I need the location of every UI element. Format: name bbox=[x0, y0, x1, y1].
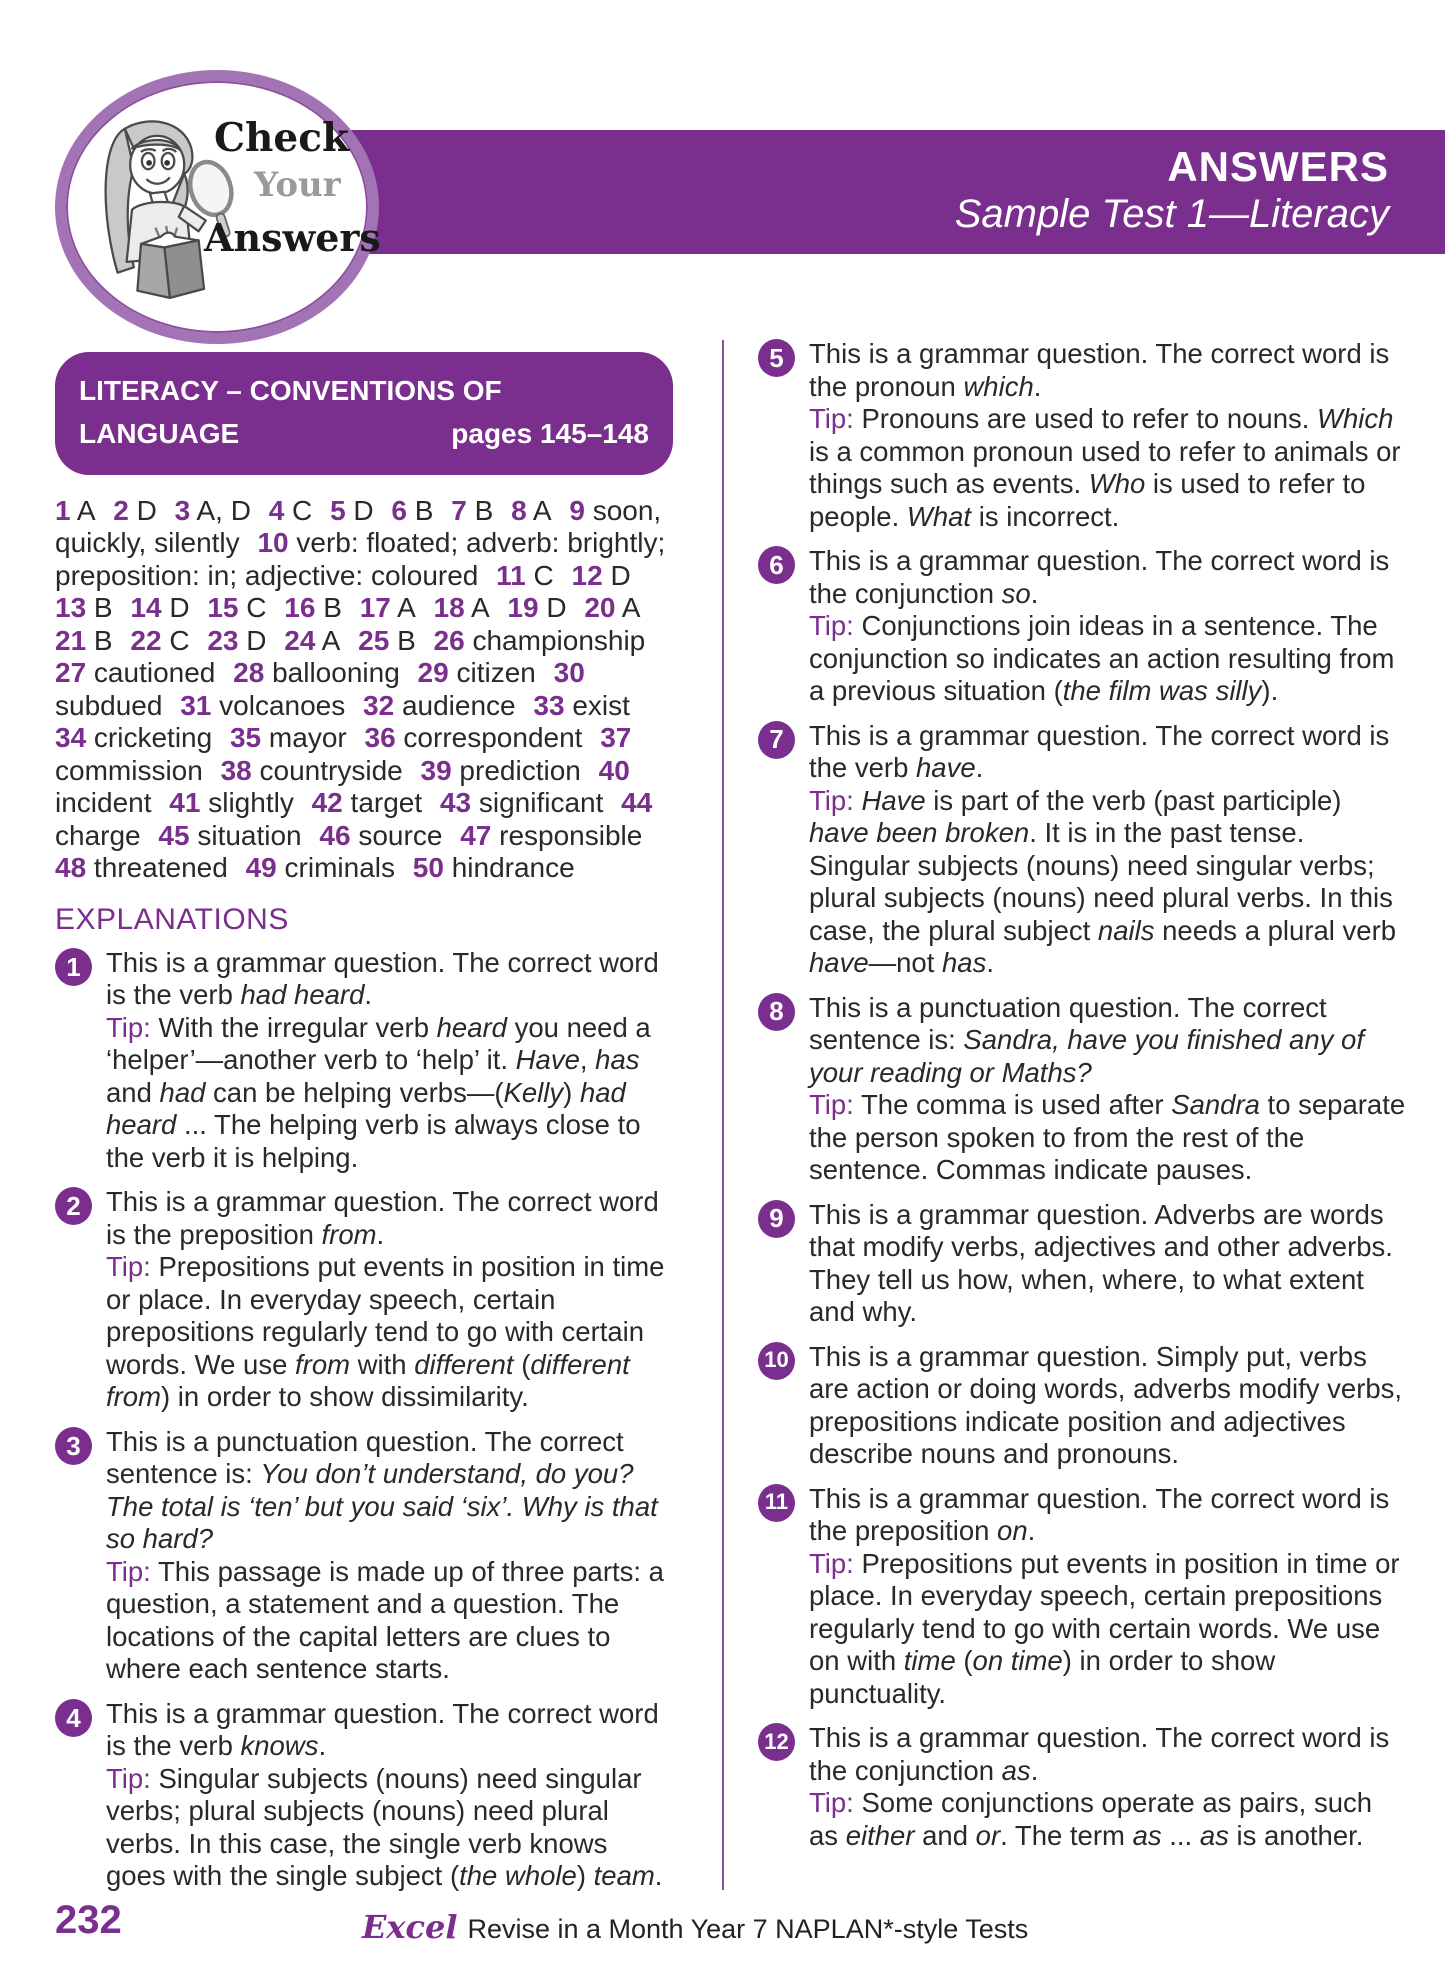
text-run: on time bbox=[972, 1645, 1063, 1676]
answer-number: 48 bbox=[55, 852, 87, 884]
answer-entry: 26 championship bbox=[433, 624, 646, 656]
item-number-badge: 2 bbox=[55, 1187, 92, 1225]
brand-tagline: Revise in a Month Year 7 NAPLAN*-style Tests bbox=[467, 1914, 1029, 1944]
text-run: . bbox=[364, 979, 373, 1011]
logo-word-answers: Answers bbox=[204, 215, 381, 260]
text-run: is a common pronoun used to refer to animals or things such as events. bbox=[809, 435, 1401, 499]
text-run: . bbox=[975, 752, 984, 783]
answer-entry: 28 ballooning bbox=[233, 657, 400, 689]
answer-entry: 46 source bbox=[319, 819, 443, 851]
answer-number: 50 bbox=[412, 852, 444, 884]
answer-number: 9 bbox=[569, 494, 585, 526]
text-run: to separate the person spoken to from the rest of the sentence. Commas indicate pauses. bbox=[809, 1089, 1406, 1185]
answer-entry: 29 citizen bbox=[417, 657, 536, 689]
answer-number: 33 bbox=[533, 689, 565, 721]
answer-entry: 23 D bbox=[207, 624, 267, 656]
text-run: This is a grammar question. The correct word is the preposition bbox=[809, 1482, 1390, 1546]
text-run: from bbox=[321, 1218, 377, 1250]
text-run: needs a plural verb bbox=[1154, 914, 1397, 946]
explanation-item bbox=[758, 720, 1408, 980]
item-number-badge: 11 bbox=[758, 1484, 795, 1522]
section-title-line1: LITERACY – CONVENTIONS OF bbox=[79, 375, 502, 406]
text-run: have bbox=[916, 752, 976, 783]
answer-number: 20 bbox=[584, 592, 616, 624]
text-run: . bbox=[1030, 577, 1039, 609]
logo-word-check: Check bbox=[214, 115, 349, 161]
answer-entry: 11 C bbox=[496, 559, 554, 591]
answer-number: 43 bbox=[439, 787, 472, 819]
answer-number: 17 bbox=[359, 592, 391, 624]
text-run: You don’t understand, do you? The total is ‘ten’ but you said ‘six’. Why is that so hard? bbox=[106, 1458, 658, 1555]
answer-entry: 14 D bbox=[130, 592, 190, 624]
explanation-item bbox=[55, 947, 673, 1175]
text-run: can be helping verbs—( bbox=[205, 1076, 504, 1108]
page-title: ANSWERS bbox=[1167, 143, 1389, 190]
text-run: Singular subjects (nouns) need singular verbs; plural subjects (nouns) need plural verbs. In this case, the single verb knows goes with the single subject ( bbox=[106, 1762, 642, 1892]
text-run: What bbox=[906, 500, 972, 532]
text-run: different bbox=[414, 1348, 514, 1380]
text-run: This is a grammar question. The correct word is the verb bbox=[106, 1697, 659, 1762]
answer-number: 29 bbox=[417, 657, 449, 689]
answer-entry: 34 cricketing bbox=[55, 722, 213, 754]
answer-entry: 25 B bbox=[358, 624, 416, 656]
answer-entry: 10 verb: floated; adverb: brightly; preposition: in; adjective: coloured bbox=[55, 527, 666, 591]
text-run: had bbox=[159, 1076, 206, 1108]
answer-entry: 5 D bbox=[330, 494, 374, 526]
answer-entry: 48 threatened bbox=[55, 852, 228, 884]
explanation-text bbox=[809, 720, 1408, 980]
text-run: Prepositions put events in position in time or place. In everyday speech, certain prepositions regularly tend to go with certain words. We use bbox=[106, 1251, 665, 1380]
answer-entry: 38 countryside bbox=[220, 754, 403, 786]
item-number-badge: 7 bbox=[758, 721, 795, 759]
text-run: Conjunctions join ideas in a sentence. The conjunction so indicates an action resulting from a previous situation ( bbox=[809, 610, 1395, 706]
answer-number: 31 bbox=[180, 689, 212, 721]
answer-number: 3 bbox=[174, 494, 191, 526]
answer-entry: 3 A, D bbox=[174, 494, 251, 526]
text-run: ) bbox=[563, 1076, 580, 1108]
text-run: ) in order to show dissimilarity. bbox=[161, 1381, 529, 1413]
text-run: . bbox=[986, 947, 994, 978]
answer-entry: 44 charge bbox=[55, 787, 653, 851]
tip-label: Tip: bbox=[106, 1011, 151, 1043]
explanation-item bbox=[758, 1722, 1408, 1852]
answer-number: 40 bbox=[598, 754, 630, 786]
answer-number: 14 bbox=[130, 592, 162, 624]
text-run: which bbox=[963, 370, 1034, 402]
answer-entry: 16 B bbox=[284, 592, 342, 624]
explanation-text bbox=[809, 1199, 1408, 1329]
answer-number: 10 bbox=[257, 527, 289, 559]
answer-number: 46 bbox=[319, 819, 351, 851]
answer-number: 18 bbox=[433, 592, 465, 624]
text-run: . bbox=[1027, 1515, 1036, 1546]
explanation-text bbox=[106, 1698, 673, 1893]
text-run: This is a grammar question. The correct word is the pronoun bbox=[809, 338, 1390, 402]
text-run: Kelly bbox=[503, 1076, 564, 1108]
text-run: is incorrect. bbox=[971, 500, 1120, 532]
answer-entry: 22 C bbox=[130, 624, 190, 656]
answer-entry: 39 prediction bbox=[420, 754, 581, 786]
answer-number: 8 bbox=[511, 494, 527, 526]
text-run: or bbox=[975, 1819, 1001, 1851]
answer-number: 32 bbox=[363, 689, 395, 721]
text-run: Who bbox=[1088, 468, 1146, 499]
answer-entry: 1 A bbox=[55, 494, 96, 526]
answer-number: 30 bbox=[553, 657, 585, 689]
explanations-heading: EXPLANATIONS bbox=[55, 902, 289, 936]
answer-number: 44 bbox=[621, 787, 653, 819]
text-run: as bbox=[1199, 1819, 1229, 1851]
answer-entry: 8 A bbox=[511, 494, 552, 526]
explanation-item bbox=[758, 1199, 1408, 1329]
text-run: the film was silly bbox=[1062, 675, 1262, 706]
answer-entry: 27 cautioned bbox=[55, 657, 216, 689]
tip-label: Tip: bbox=[809, 1787, 854, 1818]
answer-number: 11 bbox=[496, 559, 526, 591]
explanation-item bbox=[758, 1341, 1408, 1471]
answer-key bbox=[55, 495, 673, 885]
answer-number: 22 bbox=[130, 624, 162, 656]
explanation-item bbox=[55, 1186, 673, 1414]
explanation-item bbox=[758, 992, 1408, 1187]
answer-number: 35 bbox=[229, 722, 262, 754]
text-run: This passage is made up of three parts: a question, a statement and a question. The locations of the capital letters are clues to where each sentence starts. bbox=[106, 1555, 664, 1685]
right-column bbox=[758, 338, 1408, 1864]
text-run: different from bbox=[106, 1348, 630, 1413]
text-run: . The term bbox=[1000, 1819, 1133, 1851]
text-run: Which bbox=[1317, 403, 1394, 434]
item-number-badge: 4 bbox=[55, 1699, 92, 1737]
section-title-line2: LANGUAGE bbox=[79, 418, 240, 450]
text-run: Sandra bbox=[1171, 1089, 1260, 1120]
text-run: This is a punctuation question. The correct sentence is: bbox=[106, 1425, 624, 1490]
text-run: you need a ‘helper’—another verb to ‘help’ it. bbox=[106, 1011, 651, 1076]
text-run: nails bbox=[1097, 914, 1155, 946]
text-run: had heard bbox=[106, 1076, 626, 1141]
answer-number: 28 bbox=[233, 657, 265, 689]
answer-number: 41 bbox=[169, 787, 201, 819]
answer-number: 16 bbox=[284, 592, 316, 624]
text-run: the whole bbox=[459, 1860, 577, 1892]
text-run: This is a grammar question. The correct word is the verb bbox=[106, 946, 659, 1011]
explanation-item bbox=[55, 1698, 673, 1893]
text-run: have been broken bbox=[809, 817, 1030, 848]
text-run: and bbox=[106, 1076, 160, 1108]
text-run: with bbox=[350, 1348, 415, 1380]
text-run: . It is in the past tense. Singular subjects (nouns) need singular verbs; plural subjects (nouns) need plural verbs. In this case, the plural subject bbox=[809, 817, 1393, 946]
section-title-line2-row bbox=[79, 412, 649, 455]
answer-entry: 43 significant bbox=[439, 787, 604, 819]
logo-word-your: Your bbox=[254, 165, 341, 205]
explanation-text bbox=[106, 1426, 673, 1686]
text-run: on bbox=[997, 1515, 1028, 1546]
answer-entry: 36 correspondent bbox=[364, 722, 583, 754]
text-run: This is a grammar question. The correct word is the conjunction bbox=[809, 1722, 1390, 1786]
answer-entry: 49 criminals bbox=[245, 852, 395, 884]
answer-number: 34 bbox=[55, 722, 87, 754]
tip-label: Tip: bbox=[809, 403, 854, 434]
item-number-badge: 8 bbox=[758, 993, 795, 1031]
text-run: as bbox=[1001, 1754, 1031, 1786]
answer-number: 49 bbox=[245, 852, 277, 884]
answer-number: 21 bbox=[55, 624, 87, 656]
answer-entry: 6 B bbox=[391, 494, 434, 526]
answer-number: 37 bbox=[600, 722, 632, 754]
tip-label: Tip: bbox=[809, 610, 854, 641]
answer-entry: 47 responsible bbox=[460, 819, 643, 851]
text-run: had heard bbox=[240, 979, 365, 1011]
answer-number: 15 bbox=[207, 592, 239, 624]
answer-number: 36 bbox=[364, 722, 396, 754]
text-run: has bbox=[595, 1044, 640, 1076]
answer-number: 5 bbox=[330, 494, 346, 526]
explanation-item bbox=[55, 1426, 673, 1686]
explanations-right bbox=[758, 338, 1408, 1852]
left-column bbox=[55, 352, 673, 1905]
text-run: . bbox=[1033, 370, 1042, 402]
answer-number: 39 bbox=[420, 754, 452, 786]
answer-entry: 7 B bbox=[451, 494, 494, 526]
text-run: Have bbox=[515, 1044, 580, 1076]
text-run: This is a grammar question. The correct word is the conjunction bbox=[809, 545, 1390, 609]
answer-number: 1 bbox=[55, 494, 71, 526]
text-run: heard bbox=[436, 1011, 507, 1043]
item-number-badge: 6 bbox=[758, 546, 795, 584]
answer-number: 12 bbox=[571, 559, 603, 591]
text-run: ... bbox=[1161, 1819, 1200, 1851]
item-number-badge: 5 bbox=[758, 339, 795, 377]
tip-label: Tip: bbox=[809, 1089, 854, 1120]
text-run: . bbox=[376, 1218, 385, 1250]
answer-entry: 21 B bbox=[55, 624, 113, 656]
text-run: . bbox=[318, 1730, 327, 1762]
answer-number: 2 bbox=[113, 494, 129, 526]
explanation-item bbox=[758, 545, 1408, 708]
answer-number: 19 bbox=[507, 592, 539, 624]
answer-number: 23 bbox=[207, 624, 239, 656]
text-run: has bbox=[942, 947, 987, 978]
brand-name: Excel bbox=[362, 1908, 458, 1946]
text-run: ( bbox=[513, 1348, 531, 1380]
text-run: The comma is used after bbox=[853, 1089, 1172, 1120]
text-run: is used to refer to people. bbox=[809, 468, 1366, 532]
text-run: ). bbox=[1261, 675, 1279, 706]
tip-label: Tip: bbox=[106, 1762, 151, 1794]
text-run: so bbox=[1001, 577, 1031, 609]
text-run: ( bbox=[955, 1645, 973, 1676]
item-number-badge: 9 bbox=[758, 1200, 795, 1238]
explanation-text bbox=[809, 1722, 1408, 1852]
page-subtitle: Sample Test 1—Literacy bbox=[954, 192, 1389, 237]
explanation-text bbox=[809, 338, 1408, 533]
item-number-badge: 3 bbox=[55, 1427, 92, 1465]
explanations-left bbox=[55, 947, 673, 1893]
answer-entry: 20 A bbox=[584, 592, 641, 624]
answer-number: 26 bbox=[433, 624, 465, 656]
text-run: from bbox=[295, 1348, 351, 1380]
tip-label: Tip: bbox=[106, 1555, 151, 1587]
column-divider bbox=[722, 340, 724, 1890]
answer-entry: 18 A bbox=[433, 592, 490, 624]
answer-number: 4 bbox=[268, 494, 285, 526]
explanation-item bbox=[758, 338, 1408, 533]
answer-number: 25 bbox=[358, 624, 390, 656]
explanation-text bbox=[106, 1186, 673, 1414]
section-pages: pages 145–148 bbox=[451, 418, 649, 450]
text-run: Sandra, have you finished any of your reading or Maths? bbox=[809, 1024, 1364, 1088]
answer-entry: 15 C bbox=[207, 592, 267, 624]
text-run: ) bbox=[576, 1860, 594, 1892]
text-run: This is a grammar question. The correct word is the preposition bbox=[106, 1186, 659, 1250]
text-run: as bbox=[1132, 1819, 1162, 1851]
answer-entry: 50 hindrance bbox=[412, 852, 575, 884]
answer-entry: 41 slightly bbox=[169, 787, 294, 819]
text-run: This is a grammar question. Simply put, verbs are action or doing words, adverbs modify verbs, prepositions indicate position and adjectives describe nouns and pronouns. bbox=[809, 1340, 1403, 1469]
answer-entry: 30 subdued bbox=[55, 657, 585, 721]
answer-entry: 37 commission bbox=[55, 722, 632, 786]
page-number: 232 bbox=[55, 1898, 122, 1942]
answer-entry: 19 D bbox=[507, 592, 567, 624]
answer-entry: 24 A bbox=[284, 624, 341, 656]
book-reference bbox=[362, 1908, 1028, 1946]
item-number-badge: 12 bbox=[758, 1723, 795, 1761]
answer-entry: 17 A bbox=[359, 592, 416, 624]
text-run: With the irregular verb bbox=[150, 1011, 437, 1043]
answer-entry: 45 situation bbox=[158, 819, 302, 851]
text-run: —not bbox=[868, 947, 943, 978]
text-run: This is a grammar question. Adverbs are words that modify verbs, adjectives and other adverbs. They tell us how, when, where, to what extent and why. bbox=[809, 1198, 1393, 1327]
explanation-text bbox=[809, 1341, 1408, 1471]
item-number-badge: 1 bbox=[55, 948, 92, 986]
answer-number: 45 bbox=[158, 819, 190, 851]
answer-number: 6 bbox=[391, 494, 407, 526]
check-your-answers-badge bbox=[55, 70, 379, 344]
text-run: This is a punctuation question. The correct sentence is: bbox=[809, 991, 1327, 1055]
explanation-text bbox=[809, 1483, 1408, 1711]
explanation-text bbox=[106, 947, 673, 1175]
answer-entry: 2 D bbox=[113, 494, 157, 526]
text-run: Some conjunctions operate as pairs, such as bbox=[809, 1787, 1373, 1851]
text-run: time bbox=[903, 1645, 956, 1676]
text-run: . bbox=[1030, 1754, 1039, 1786]
text-run: ) in order to show punctuality. bbox=[809, 1645, 1276, 1709]
answer-number: 13 bbox=[55, 592, 87, 624]
tip-label: Tip: bbox=[809, 784, 854, 816]
answer-entry: 40 incident bbox=[55, 754, 630, 819]
section-title-box bbox=[55, 352, 673, 475]
answer-entry: 32 audience bbox=[363, 689, 516, 721]
header-banner bbox=[348, 130, 1445, 254]
answer-entry: 12 D bbox=[571, 559, 631, 591]
text-run: ... The helping verb is always close to the verb it is helping. bbox=[106, 1109, 641, 1173]
text-run: either bbox=[845, 1819, 915, 1851]
text-run: Have bbox=[861, 784, 926, 816]
answer-number: 24 bbox=[284, 624, 316, 656]
answer-number: 27 bbox=[55, 657, 87, 689]
tip-label: Tip: bbox=[809, 1547, 854, 1579]
text-run: This is a grammar question. The correct word is the verb bbox=[809, 719, 1390, 783]
answer-entry: 35 mayor bbox=[229, 722, 347, 754]
text-run: have bbox=[809, 947, 869, 978]
explanation-text bbox=[809, 992, 1408, 1187]
answer-number: 7 bbox=[451, 494, 467, 526]
answer-number: 38 bbox=[220, 754, 252, 786]
answer-entry: 9 soon, quickly, silently bbox=[55, 494, 662, 559]
text-run: knows bbox=[240, 1730, 319, 1762]
text-run: and bbox=[914, 1819, 976, 1851]
answer-entry: 4 C bbox=[268, 494, 313, 526]
answer-entry: 31 volcanoes bbox=[180, 689, 346, 721]
tip-label: Tip: bbox=[106, 1251, 151, 1283]
answer-number: 42 bbox=[311, 787, 343, 819]
answer-number: 47 bbox=[460, 819, 492, 851]
text-run: Prepositions put events in position in time or place. In everyday speech, certain prepositions regularly tend to go with certain words. We use on with bbox=[809, 1547, 1400, 1676]
text-run: Pronouns are used to refer to nouns. bbox=[853, 403, 1318, 434]
explanation-text bbox=[809, 545, 1408, 708]
text-run: is part of the verb (past participle) bbox=[925, 784, 1342, 816]
text-run: . bbox=[654, 1860, 663, 1892]
item-number-badge: 10 bbox=[758, 1342, 795, 1380]
answer-entry: 33 exist bbox=[533, 689, 630, 721]
text-run: is another. bbox=[1228, 1819, 1364, 1851]
answer-entry: 42 target bbox=[311, 787, 423, 819]
text-run: , bbox=[579, 1044, 596, 1076]
text-run: team bbox=[593, 1860, 655, 1892]
answer-entry: 13 B bbox=[55, 592, 113, 624]
explanation-item bbox=[758, 1483, 1408, 1711]
